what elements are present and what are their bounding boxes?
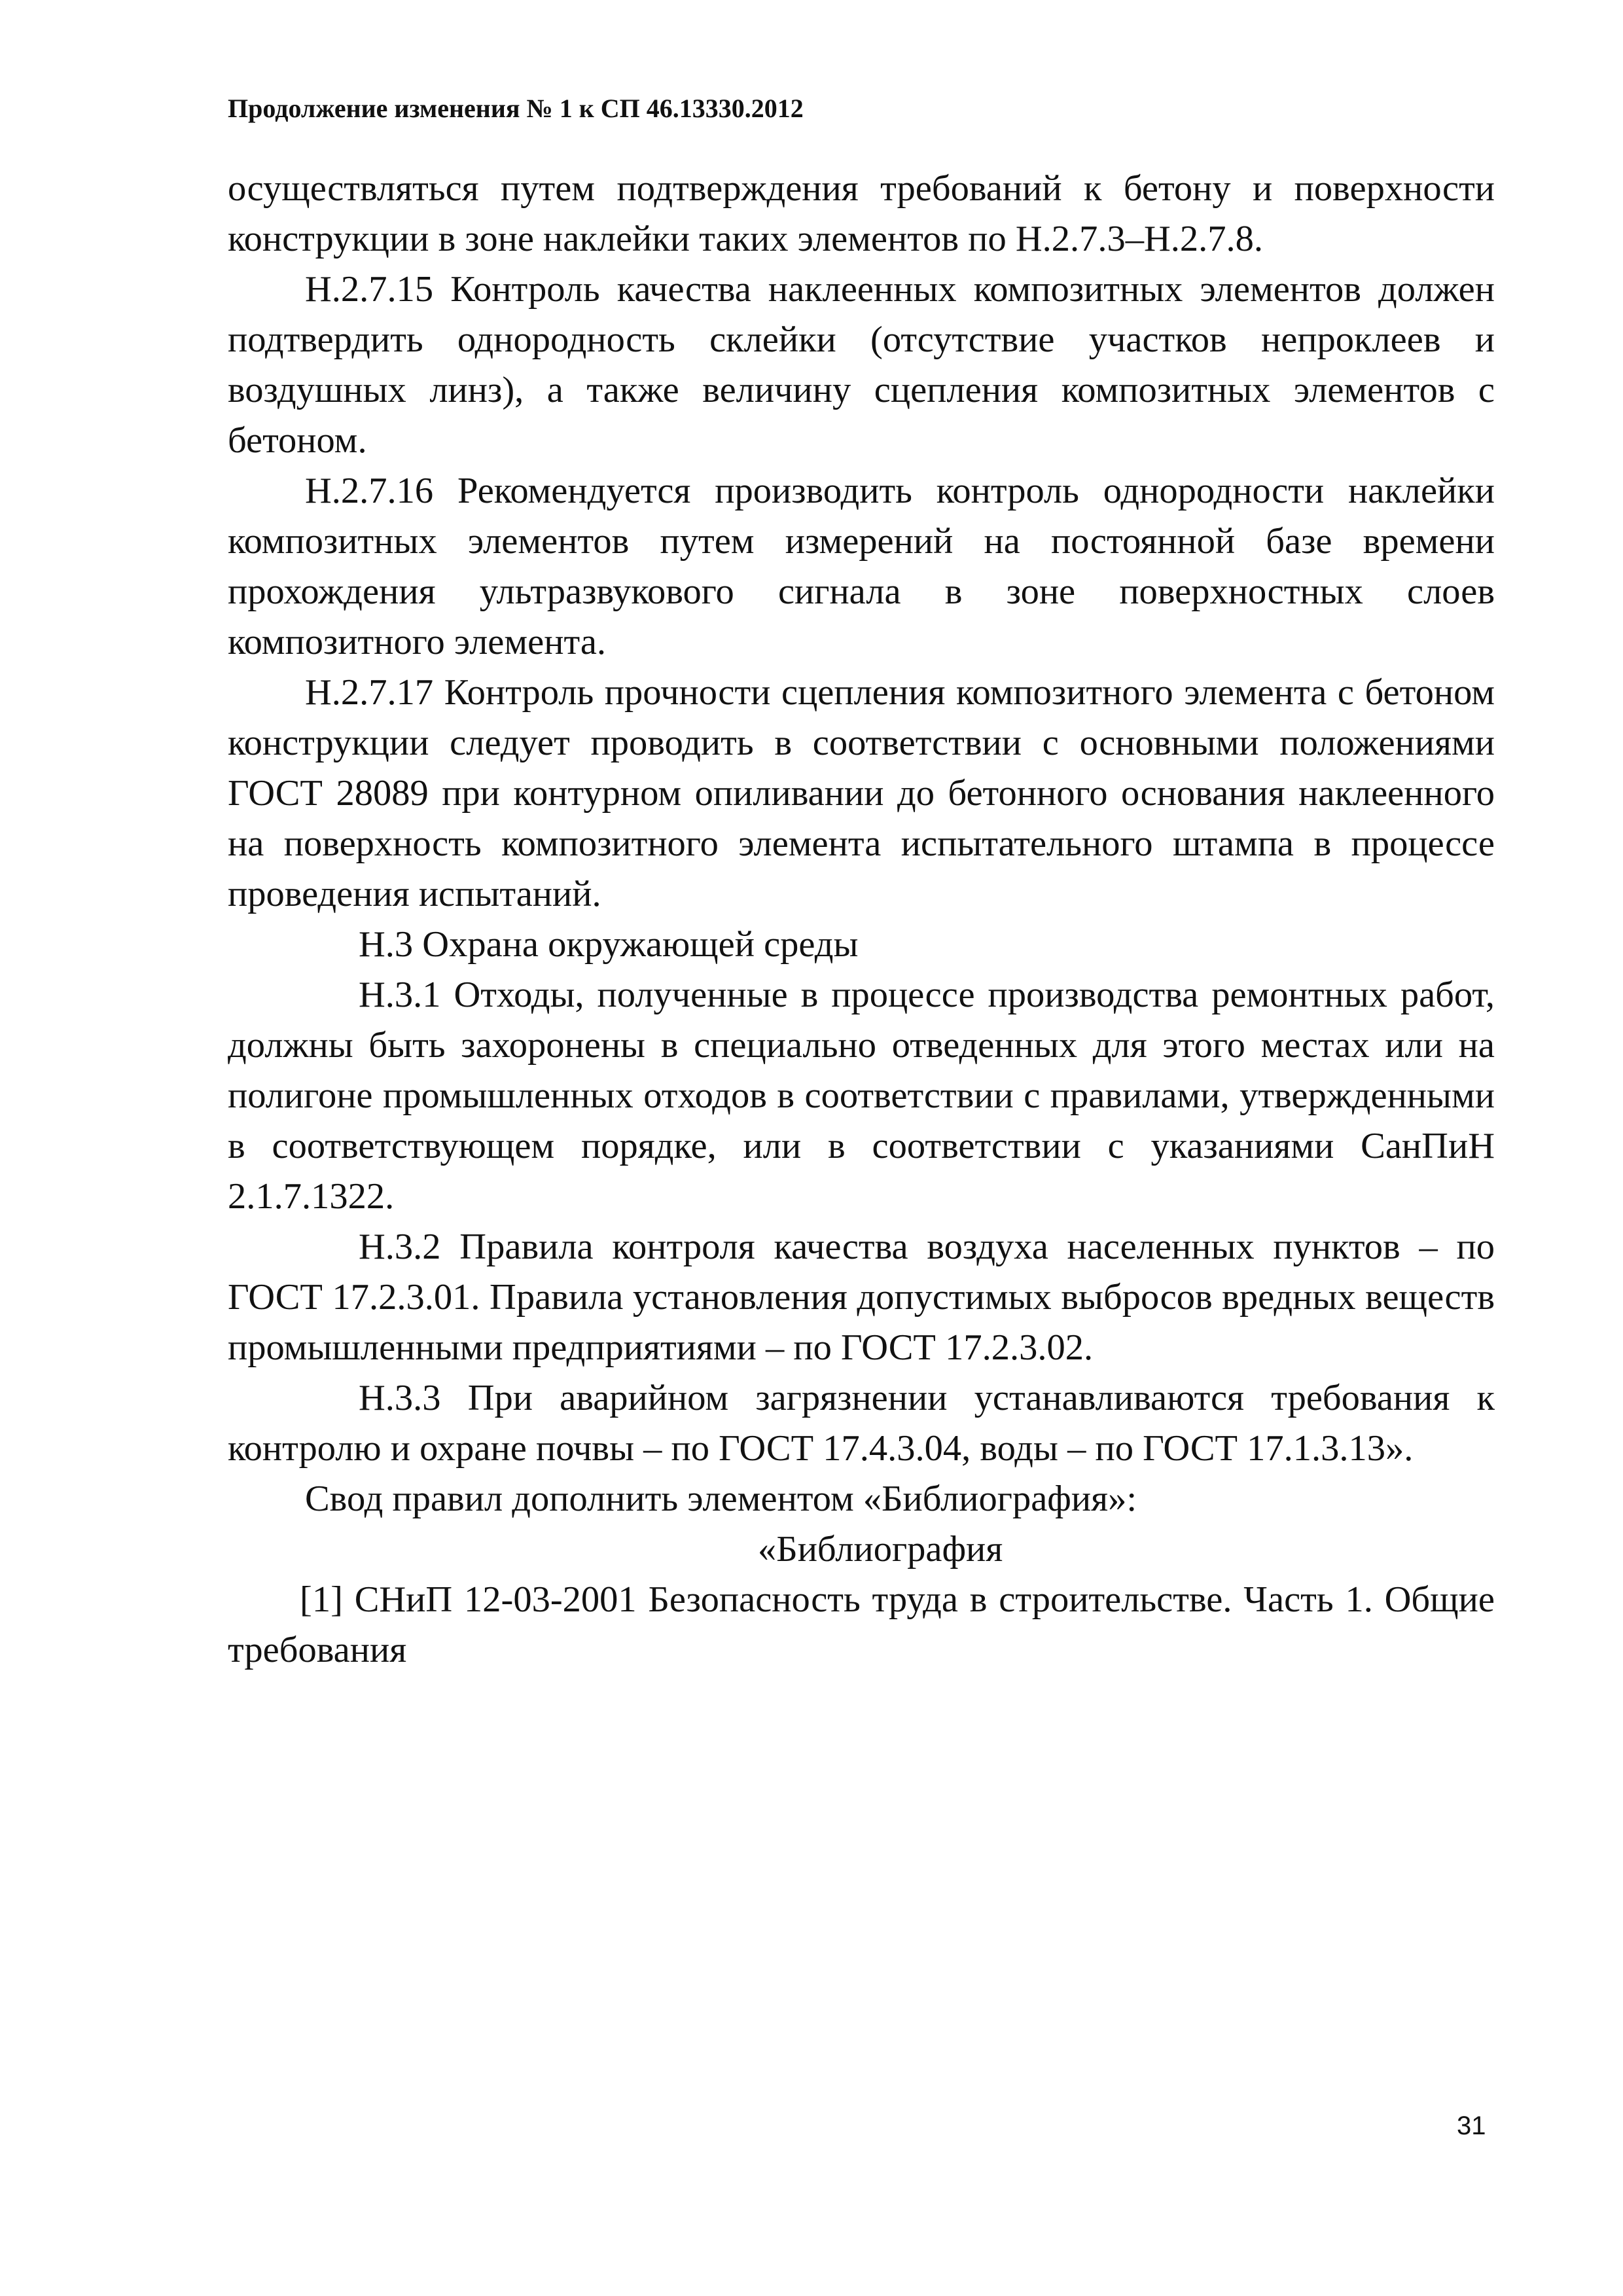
paragraph-h-2-7-17: Н.2.7.17 Контроль прочности сцепления композитного элемента с бетоном конструкции следует проводить в соответствии с основными положениями ГОСТ 28089 при контурном опиливании до бетонного основания наклеенного на поверхность композитного элемента испытательного штампа в процессе проведения испытаний.	[228, 672, 1495, 914]
paragraph-h-3-2: Н.3.2 Правила контроля качества воздуха населенных пунктов – по ГОСТ 17.2.3.01. Правила установления допустимых выбросов вредных веществ промышленными предприятиями – по ГОСТ 17.2.3.02.	[228, 1227, 1495, 1368]
paragraph-h-3-1: Н.3.1 Отходы, полученные в процессе производства ремонтных работ, должны быть захоронены в специально отведенных для этого местах или на полигоне промышленных отходов в соответствии с правилами, утвержденными в соответствующем порядке, или в соответствии с указаниями СанПиН 2.1.7.1322.	[228, 975, 1495, 1217]
paragraph-continuation: осуществляться путем подтверждения требований к бетону и поверхности конструкции в зоне наклейки таких элементов по Н.2.7.3–Н.2.7.8.	[228, 168, 1495, 259]
paragraph-bibliography-note: Свод правил дополнить элементом «Библиография»:	[305, 1479, 1137, 1519]
body-text	[228, 164, 1495, 1676]
bibliography-heading: «Библиография	[758, 1529, 1003, 1570]
paragraph-h-2-7-15: Н.2.7.15 Контроль качества наклеенных композитных элементов должен подтвердить однородность склейки (отсутствие участков непроклеев и воздушных линз), а также величину сцепления композитных элементов с бетоном.	[228, 269, 1495, 461]
paragraph-h-3-3: Н.3.3 При аварийном загрязнении устанавливаются требования к контролю и охране почвы – по ГОСТ 17.4.3.04, воды – по ГОСТ 17.1.3.13».	[228, 1378, 1495, 1469]
page-number: 31	[1457, 2111, 1486, 2140]
bibliography-item: [1] СНиП 12-03-2001 Безопасность труда в строительстве. Часть 1. Общие требования	[228, 1579, 1495, 1670]
running-header: Продолжение изменения № 1 к СП 46.13330.2012	[228, 94, 804, 123]
section-heading-h-3: Н.3 Охрана окружающей среды	[359, 924, 859, 965]
paragraph-h-2-7-16: Н.2.7.16 Рекомендуется производить контроль однородности наклейки композитных элементов путем измерений на постоянной базе времени прохождения ультразвукового сигнала в зоне поверхностных слоев композитного элемента.	[228, 471, 1495, 662]
